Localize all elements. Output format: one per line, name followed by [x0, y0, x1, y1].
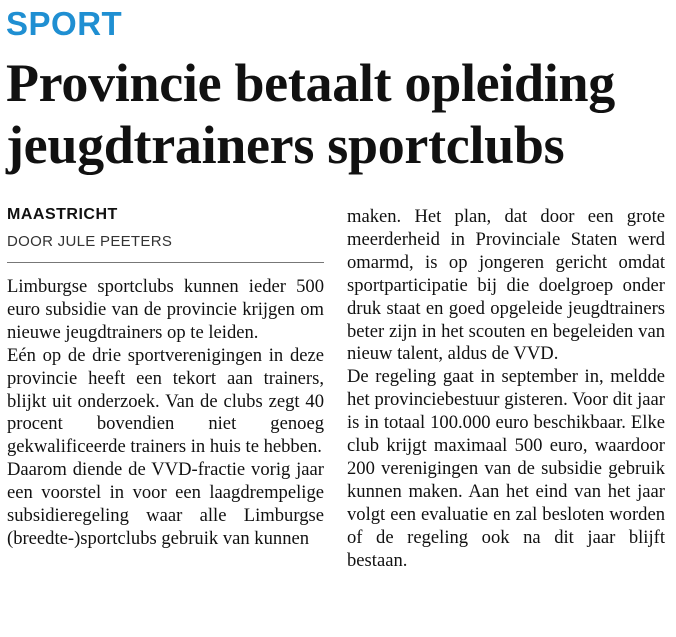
article-column-left	[7, 276, 324, 551]
headline: Provincie betaalt opleiding jeugdtrainers sportclubs	[6, 53, 615, 175]
section-label: SPORT	[6, 5, 123, 42]
paragraph: De regeling gaat in september in, meldde het provinciebestuur gisteren. Voor dit jaar is in totaal 100.000 euro beschikbaar. Elke club krijgt maximaal 500 euro, waardoor 200 verenigingen van de subsidie gebruik kunnen maken. Aan het eind van het jaar volgt een evaluatie en zal besloten worden of de regeling ook na dit jaar blijft bestaan.	[347, 366, 665, 571]
paragraph: Eén op de drie sportverenigingen in deze provincie heeft een tekort aan trainers, blijkt uit onderzoek. Van de clubs zegt 40 procent bovendien niet genoeg gekwalificeerde trainers in huis te hebben.	[7, 344, 324, 458]
byline-divider	[7, 262, 324, 263]
byline-author: DOOR JULE PEETERS	[7, 233, 173, 250]
byline-place: MAASTRICHT	[7, 206, 118, 223]
paragraph: Daarom diende de VVD-fractie vorig jaar een voorstel in voor een laagdrempelige subsidieregeling waar alle Limburgse (breedte-)sportclubs gebruik van kunnen	[7, 459, 324, 549]
paragraph: maken. Het plan, dat door een grote meerderheid in Provinciale Staten werd omarmd, is op jongeren gericht omdat sportparticipatie bij die doelgroep onder druk staat en goed opgeleide jeugdtrainers beter zijn in het scouten en begeleiden van nieuw talent, aldus de VVD.	[347, 206, 665, 365]
paragraph: Limburgse sportclubs kunnen ieder 500 euro subsidie van de provincie krijgen om nieuwe jeugdtrainers op te leiden.	[7, 276, 324, 343]
article-column-right	[347, 206, 665, 573]
